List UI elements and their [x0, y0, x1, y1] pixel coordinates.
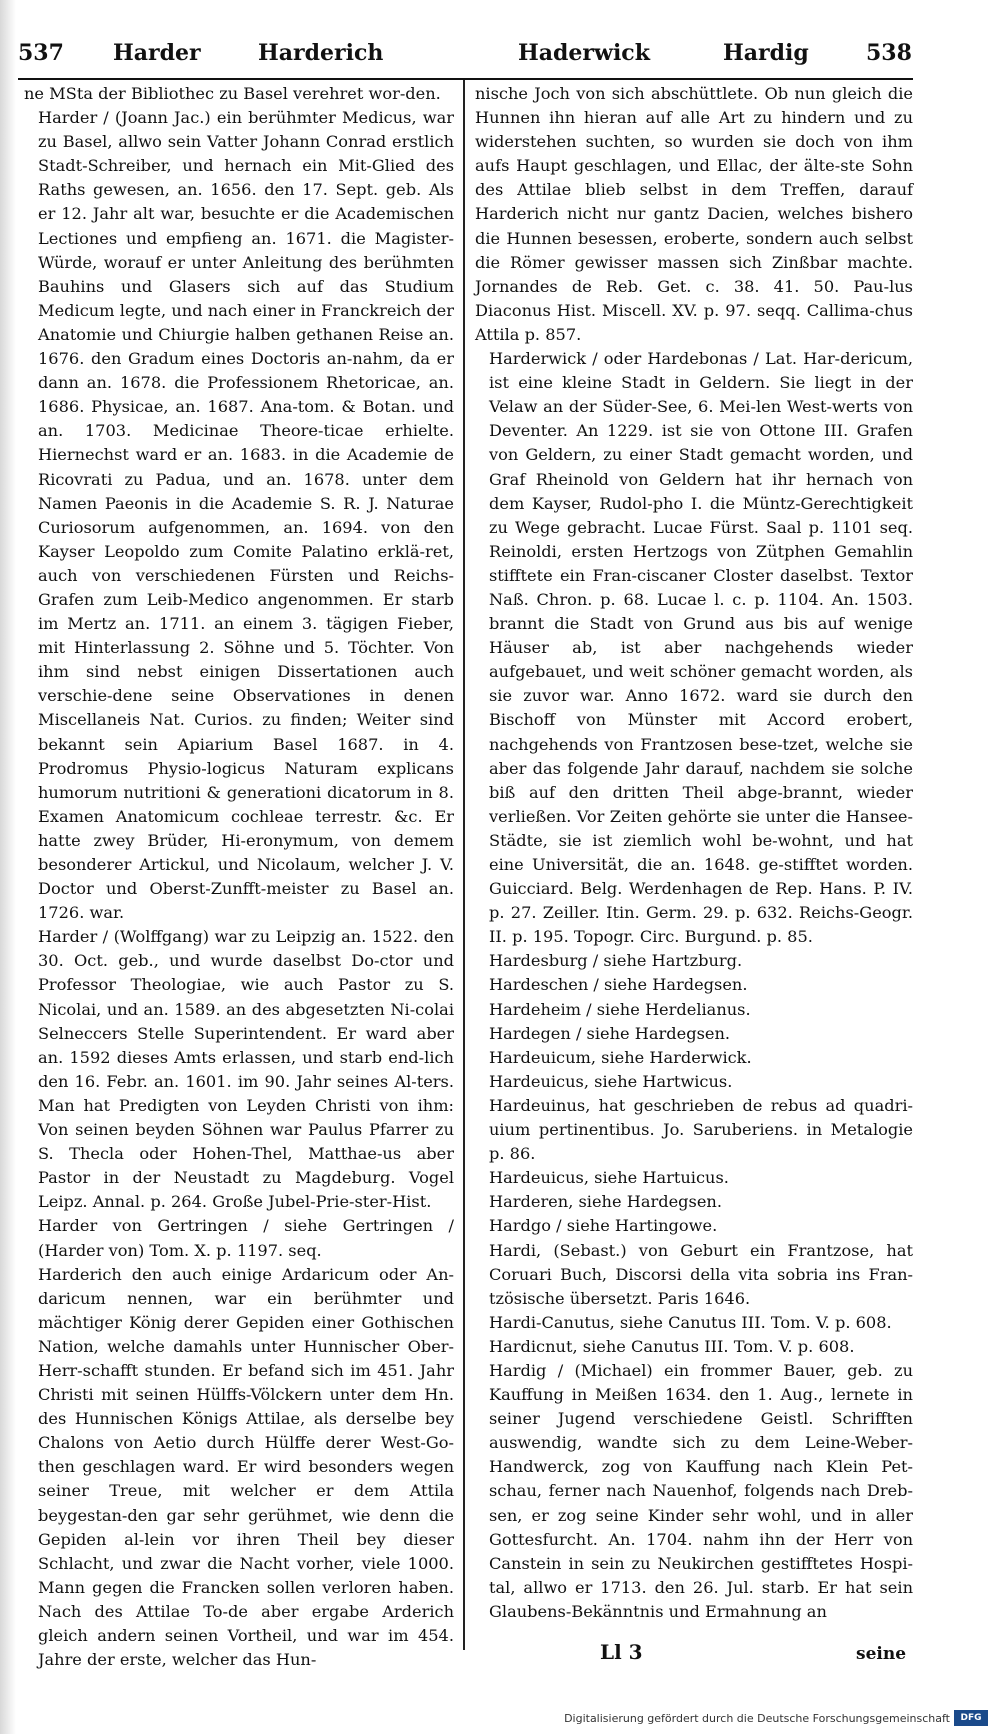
header-keyword-2: Harderich — [258, 40, 384, 66]
paragraph: ne MSta der Bibliothec zu Basel verehret wor-den. — [24, 84, 441, 103]
running-header — [18, 40, 913, 74]
entry-harder-von-gertringen: Harder von Gertringen / siehe Gertringen / (Harder von) Tom. X. p. 1197. seq. — [38, 1216, 454, 1260]
entry-hardi: Hardi, (Sebast.) von Geburt ein Frantzose, hat Coruari Buch, Discorsi della vita sobria ins Fran-tzösische übersetzt. Paris 1646. — [489, 1240, 913, 1308]
page-number-right: 538 — [866, 40, 912, 66]
page-number-left: 537 — [18, 40, 64, 66]
entry-hardegen: Hardegen / siehe Hardegsen. — [489, 1023, 731, 1043]
entry-harderwick: Harderwick / oder Hardebonas / Lat. Har-dericum, ist eine kleine Stadt in Geldern. Sie liegt in der Velaw an der Süder-See, 6. Mei-len West-werts von Deventer. An 1229. ist sie von Ottone III. Grafen von Geldern, zu einer Stadt gemacht worden, und Graf Rheinold von Geldern hat ihr hernach von dem Kayser, Rudol-pho I. die Müntz-Gerechtigkeit zu Wege gebracht. Lucae Fürst. Saal p. 1101 seq. Reinoldi, ersten Hertzogs von Zütphen Gemahlin stifftete ein Fran-ciscaner Closter daselbst. Textor Naß. Chron. p. 68. Lucae l. c. p. 1104. An. 1503. brannt die Stadt von Grund aus bis auf wenige Häuser ab, ist aber nachgehends wieder aufgebauet, und weit schöner gemacht worden, als sie zuvor war. Anno 1672. ward sie durch den Bischoff von Münster mit Accord erobert, nachgehends von Frantzosen bese-tzet, welche sie aber das folgende Jahr darauf, nachdem sie solche biß auf den dritten Theil abge-brannt, wieder verließen. Vor Zeiten gehörte sie unter die Hansee-Städte, sie ist ziemlich wohl be-wohnt, und hat eine Universität, die an. 1648. ge-stifftet worden. Guicciard. Belg. Werdenhagen de Rep. Hans. P. IV. p. 27. Zeiller. Itin. Germ. 29. p. 632. Reichs-Geogr. II. p. 195. Topogr. Circ. Burgund. p. 85. — [489, 349, 913, 947]
entry-hardesburg: Hardesburg / siehe Hartzburg. — [489, 951, 743, 971]
entry-hardeheim: Hardeheim / siehe Herdelianus. — [489, 999, 751, 1019]
entry-hardicnut: Hardicnut, siehe Canutus III. Tom. V. p. 608. — [489, 1336, 855, 1356]
right-column — [475, 82, 913, 1637]
entry-harder-joann: Harder / (Joann Jac.) ein berühmter Medicus, war zu Basel, allwo sein Vatter Johann Conrad erstlich Stadt-Schreiber, und hernach ein Mit-Glied des Raths gewesen, an. 1656. den 17. Sept. geb. Als er 12. Jahr alt war, besuchte er die Academischen Lectiones und empfieng an. 1671. die Magister-Würde, worauf er unter Anleitung des berühmten Bauhins und Glasers sich auf das Studium Medicum legte, und nach einer in Franckreich der Anatomie und Chiurgie halben gethanen Reise an. 1676. den Gradum eines Doctoris an-nahm, da er dann an. 1678. die Professionem Rhetoricae, an. 1686. Physicae, an. 1687. Ana-tom. & Botan. und an. 1703. Medicinae Theore-ticae erhielte. Hiernechst ward er an. 1683. in die Academie de Ricovrati zu Padua, und an. 1678. unter dem Namen Paeonis in die Academie S. R. J. Naturae Curiosorum aufgenommen, an. 1694. von den Kayser Leopoldo zum Comite Palatino erklä-ret, auch von verschiedenen Fürsten und Reichs-Grafen zum Leib-Medico angenommen. Er starb im Mertz an. 1711. an einem 3. tägigen Fieber, mit Hinterlassung 2. Söhne und 5. Töchter. Von ihm sind nebst einigen Dissertationen auch verschie-dene seine Observationes in denen Miscellaneis Nat. Curios. zu finden; Weiter sind bekannt sein Apiarium Basel 1687. in 4. Prodromus Physio-logicus Naturam explicans humorum nutritioni & generationi dicatorum in 8. Examen Anatomicum cochleae terrestr. &c. Er hatte zwey Brüder, Hi-eronymum, von demem besonderer Artickul, und Nicolaum, welcher J. V. Doctor und Oberst-Zunfft-meister zu Basel an. 1726. war. — [38, 108, 454, 923]
entry-hardeuicum: Hardeuicum, siehe Harderwick. — [489, 1047, 752, 1067]
entry-hardeuicus-2: Hardeuicus, siehe Hartuicus. — [489, 1168, 729, 1188]
entry-harder-wolffgang: Harder / (Wolffgang) war zu Leipzig an. 1522. den 30. Oct. geb., und wurde daselbst Do-ctor und Professor Theologiae, wie auch Pastor zu S. Nicolai, und an. 1589. an des abgesetzten Ni-colai Selneccers Stelle Superintendent. Er ward aber an. 1592 dieses Amts erlassen, und starb end-lich den 16. Febr. an. 1601. im 90. Jahr seines Al-ters. Man hat Predigten von Leyden Christi von ihm: Von seinen beyden Söhnen war Paulus Pfarrer zu S. Thecla oder Hohen-Thel, Matthae-us aber Pastor in der Neustadt zu Magdeburg. Vogel Leipz. Annal. p. 264. Große Jubel-Prie-ster-Hist. — [38, 927, 454, 1212]
entry-hardi-canutus: Hardi-Canutus, siehe Canutus III. Tom. V. p. 608. — [489, 1312, 892, 1332]
entry-hardeuinus: Hardeuinus, hat geschrieben de rebus ad quadri-uium pertinentibus. Jo. Saruberiens. in Metalogie p. 86. — [489, 1095, 913, 1164]
digitization-credit — [560, 1710, 990, 1728]
entry-hardgo: Hardgo / siehe Hartingowe. — [489, 1216, 718, 1236]
entry-hardeuicus: Hardeuicus, siehe Hartwicus. — [489, 1071, 733, 1091]
entry-harderich: Harderich den auch einige Ardaricum oder An-daricum nennen, war ein berühmter und mächtiger König derer Gepiden einer Gothischen Nation, welche damahls unter Hunnischer Ober-Herr-schafft stunden. Er befand sich im 451. Jahr Christi mit seinen Hülffs-Völckern unter dem Hn. des Hunnischen Königs Attilae, als derselbe bey Chalons von Aetio durch Hülffe derer West-Go-then geschlagen ward. Er wird besonders wegen seiner Treue, mit welcher er dem Attila beygestan-den gar sehr gerühmet, wie denn die Gepiden al-lein vor ihren Theil bey dieser Schlacht, und zwar die Nacht vorher, viele 1000. Mann gegen die Francken sollen verloren haben. Nach des Attilae To-de aber ergabe Arderich gleich andern seinen Vortheil, und war im 454. Jahre der erste, welcher das Hun- — [38, 1264, 454, 1670]
entry-harderen: Harderen, siehe Hardegsen. — [489, 1192, 722, 1212]
page-edge-shadow — [0, 0, 16, 1734]
paragraph: nische Joch von sich abschüttlete. Ob nun gleich die Hunnen ihn hieran auf alle Art zu hindern und zu widerstehen suchten, so wurden sie doch von ihm aufs Haupt geschlagen, und Ellac, der älte-ste Sohn des Attilae blieb selbst in dem Treffen, darauf Harderich nicht nur gantz Dacien, welches bishero die Hunnen besessen, eroberte, sondern auch selbst die Römer gewisser massen sich Zinßbar machte. Jornandes de Reb. Get. c. 38. 41. 50. Pau-lus Diaconus Hist. Miscell. XV. p. 97. seqq. Callima-chus Attila p. 857. — [475, 84, 913, 344]
header-keyword-3: Haderwick — [518, 40, 650, 66]
left-column — [24, 82, 454, 1670]
header-keyword-4: Hardig — [723, 40, 809, 66]
catchword: seine — [856, 1644, 907, 1664]
header-rule — [18, 78, 913, 80]
entry-hardeschen: Hardeschen / siehe Hardegsen. — [489, 975, 748, 995]
dfg-logo-icon: DFG — [954, 1710, 988, 1726]
column-divider — [463, 80, 465, 1650]
header-keyword-1: Harder — [113, 40, 201, 66]
credit-text: Digitalisierung gefördert durch die Deutsche Forschungsgemeinschaft — [564, 1712, 950, 1725]
entry-hardig: Hardig / (Michael) ein frommer Bauer, geb. zu Kauffung in Meißen 1634. den 1. Aug., lernete in seiner Jugend verschiedene Geistl. Schrifften auswendig, wandte sich zu dem Leine-Weber-Handwerck, zog von Kauffung nach Klein Pet-schau, ferner nach Nauenhof, folgends nach Dreb-sen, er zog seine Kinder sehr wohl, und in aller Gottesfurcht. An. 1704. nahm ihn der Herr von Canstein in sein zu Neukirchen gestifftetes Hospi-tal, allwo er 1713. den 26. Jul. starb. Er hat sein Glaubens-Bekänntnis und Ermahnung an — [489, 1360, 913, 1621]
signature-mark: Ll 3 — [600, 1640, 643, 1664]
